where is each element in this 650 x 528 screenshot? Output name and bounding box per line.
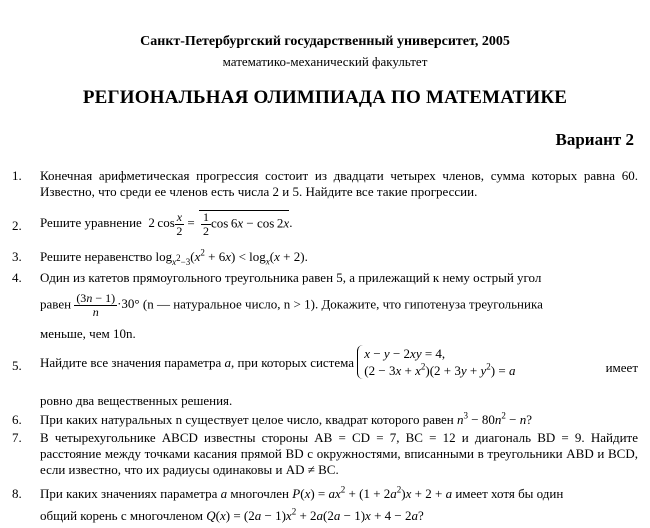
text-fragment: имеет хотя бы один: [455, 486, 564, 501]
text-fragment: общий корень с многочленом: [40, 508, 203, 523]
problem-text: Конечная арифметическая прогрессия состоит из двадцати четырех членов, сумма которых равна 60. Известно, что среди ее членов есть числа 2 и 5. Найдите все такие прогрессии.: [40, 168, 638, 199]
problem-text: [40, 210, 638, 238]
expression: $n^3 - 80n^2 - n$?: [457, 410, 532, 427]
problem-text-line2: [40, 508, 638, 524]
problem-number: 1.: [12, 168, 22, 183]
problem-number: 4.: [12, 270, 22, 285]
text-fragment: (n — натуральное число, n > 1). Докажите, что гипотенуза треугольника: [142, 296, 543, 312]
problem-text-line1: [40, 486, 638, 502]
problem-text: [40, 412, 638, 428]
text-fragment: При каких натуральных n существует целое число, квадрат которого равен: [40, 412, 454, 427]
text-fragment: При каких значениях параметра: [40, 486, 218, 501]
polynomial-q: $Q(x) = (2a - 1)x^2 + 2a(2a - 1)x + 4 - 2a$?: [206, 506, 424, 523]
text-fragment: , при которых система: [231, 354, 355, 370]
problem-number: 6.: [12, 412, 22, 427]
problem-number: 3.: [12, 249, 22, 264]
text-fragment: имеет: [605, 360, 638, 375]
text-fragment: Найдите все значения параметра: [40, 354, 222, 370]
polynomial-p: $P(x) = ax^2 + (1 + 2a^2)x + 2 + a$: [292, 484, 453, 501]
angle-formula: $\frac{(3n - 1)}{n}$ ·30°: [76, 291, 140, 319]
problem-text: [40, 249, 638, 265]
problem-lead: Решите уравнение: [40, 214, 142, 230]
problem-number: 2.: [12, 218, 22, 233]
problem-lead: Решите неравенство: [40, 249, 153, 264]
problem-text-line1: Один из катетов прямоугольного треугольника равен 5, а прилежащий к нему острый угол: [40, 270, 542, 285]
text-fragment: многочлен: [230, 486, 290, 501]
problem-number: 7.: [12, 430, 22, 445]
parameter-a: a: [224, 354, 232, 370]
equation: 2 cos $\frac{x}{2}$ = $\frac{1}{2}$ cos 6x − cos 2x.: [145, 209, 293, 238]
university-header: Санкт-Петербургский государственный университет, 2005: [140, 34, 510, 49]
problem-text-line2: [40, 292, 638, 319]
problem-text: В четырехугольнике ABCD известны стороны AB = CD = 7, BC = 12 и диагональ BD = 9. Найдите расстояние между точками касания прямой BD с окружностями, вписанными в треугольники ABD и BCD, если известно, что их радиусы одинаковы и AD ≠ BC.: [40, 430, 638, 477]
problem-number: 5.: [12, 358, 22, 373]
problem-text: [40, 345, 638, 379]
text-fragment: равен: [40, 296, 72, 312]
olympiad-title: РЕГИОНАЛЬНАЯ ОЛИМПИАДА ПО МАТЕМАТИКЕ: [82, 87, 568, 108]
parameter-a: a: [220, 486, 228, 501]
faculty-header: математико-механический факультет: [222, 54, 428, 69]
equation-system: x − y − 2xy = 4, $(2 - 3x + x^2)(2 + 3y + y^2) = a$: [357, 345, 515, 379]
problem-number: 8.: [12, 486, 22, 501]
variant-label: Вариант 2: [555, 130, 634, 149]
problem-text-line3: меньше, чем 10n.: [40, 326, 136, 341]
inequality: $\log_{x^2-3}(x^2 + 6x) < \log_x(x + 2)$.: [155, 247, 308, 267]
problem-text-line2: ровно два вещественных решения.: [40, 393, 233, 408]
